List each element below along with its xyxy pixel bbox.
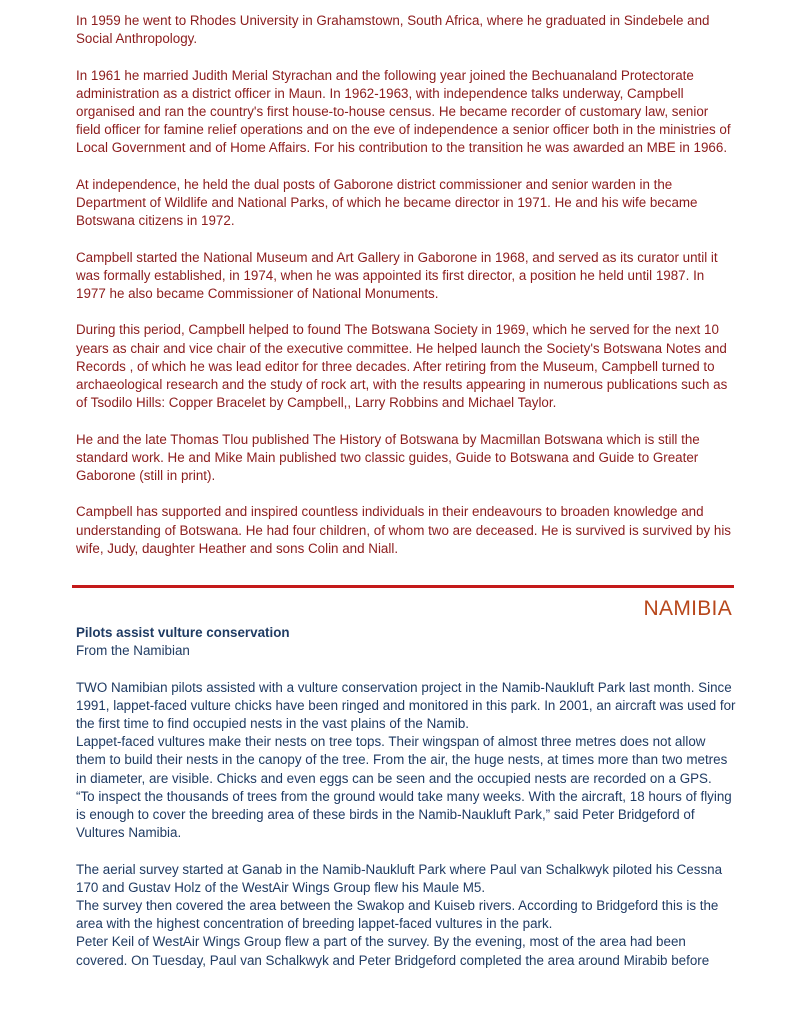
- paragraph-swakop-kuiseb: The survey then covered the area between the Swakop and Kuiseb rivers. According to Bridgeford this is the area with the highest concentration of breeding lappet-faced vultures in the park.: [76, 898, 719, 932]
- botswana-article-continuation: [76, 12, 736, 558]
- paragraph-pilots-assisted: TWO Namibian pilots assisted with a vulture conservation project in the Namib-Naukluft Park last month. Since 1991, lappet-faced vulture chicks have been ringed and monitored in this park. In 2001, an aircraft was used for the first time to find occupied nests in the vast plains of the Namib.: [76, 679, 736, 731]
- paragraph-marriage-and-career: In 1961 he married Judith Merial Styrachan and the following year joined the Bechuanaland Protectorate administration as a district officer in Maun. In 1962-1963, with independence talks underway, Campbell organised and ran the country's first house-to-house census. He became recorder of customary law, senior field officer for famine relief operations and on the eve of independence a senior officer both in the ministries of Local Government and of Home Affairs. For his contribution to the transition he was awarded an MBE in 1966.: [76, 67, 731, 156]
- paragraph-botswana-society: During this period, Campbell helped to found The Botswana Society in 1969, which he served for the next 10 years as chair and vice chair of the executive committee. He helped launch the Society's Botswana Notes and Records , of which he was lead editor for three decades. After retiring from the Museum, Campbell turned to archaeological research and the study of rock art, with the results appearing in numerous publications such as of Tsodilo Hills: Copper Bracelet by Campbell,, Larry Robbins and Michael Taylor.: [76, 322, 728, 411]
- paragraph-independence: At independence, he held the dual posts of Gaborone district commissioner and senior warden in the Department of Wildlife and National Parks, of which he became director in 1971. He and his wife became Botswana citizens in 1972.: [76, 176, 698, 229]
- paragraph-rhodes-university: In 1959 he went to Rhodes University in Grahamstown, South Africa, where he graduated in Sindebele and Social Anthropology.: [76, 13, 710, 47]
- namibia-article: [76, 624, 736, 970]
- paragraph-peter-keil: Peter Keil of WestAir Wings Group flew a part of the survey. By the evening, most of the area had been covered. On Tuesday, Paul van Schalkwyk and Peter Bridgeford completed the area around Mirabib before: [76, 934, 710, 968]
- paragraph-aerial-survey-start: The aerial survey started at Ganab in the Namib-Naukluft Park where Paul van Schalkwyk piloted his Cessna 170 and Gustav Holz of the WestAir Wings Group flew his Maule M5.: [76, 861, 723, 895]
- section-divider-line: [72, 585, 734, 588]
- article-headline: Pilots assist vulture conservation: [76, 625, 290, 640]
- paragraph-legacy-family: Campbell has supported and inspired countless individuals in their endeavours to broaden knowledge and understanding of Botswana. He had four children, of whom two are deceased. He is survived is survived by his wife, Judy, daughter Heather and sons Colin and Niall.: [76, 504, 731, 556]
- paragraph-nests-on-tree-tops: Lappet-faced vultures make their nests on tree tops. Their wingspan of almost three metres does not allow them to build their nests in the canopy of the tree. From the air, the huge nests, at times more than two metres in diameter, are visible. Chicks and even eggs can be seen and the occupied nests are recorded on a GPS.: [76, 734, 728, 786]
- paragraph-national-museum: Campbell started the National Museum and Art Gallery in Gaborone in 1968, and served as its curator until it was formally established, in 1974, when he was appointed its first director, a position he held until 1987. In 1977 he also became Commissioner of National Monuments.: [76, 249, 718, 301]
- article-source: From the Namibian: [76, 643, 190, 659]
- section-title-namibia: NAMIBIA: [643, 597, 732, 620]
- paragraph-bridgeford-quote: “To inspect the thousands of trees from the ground would take many weeks. With the aircraft, 18 hours of flying is enough to cover the breeding area of these birds in the Namib-Naukluft Park,” said Peter Bridgeford of Vultures Namibia.: [76, 788, 732, 841]
- paragraph-publications: He and the late Thomas Tlou published The History of Botswana by Macmillan Botswana which is still the standard work. He and Mike Main published two classic guides, Guide to Botswana and Guide to Greater Gaborone (still in print).: [76, 431, 700, 483]
